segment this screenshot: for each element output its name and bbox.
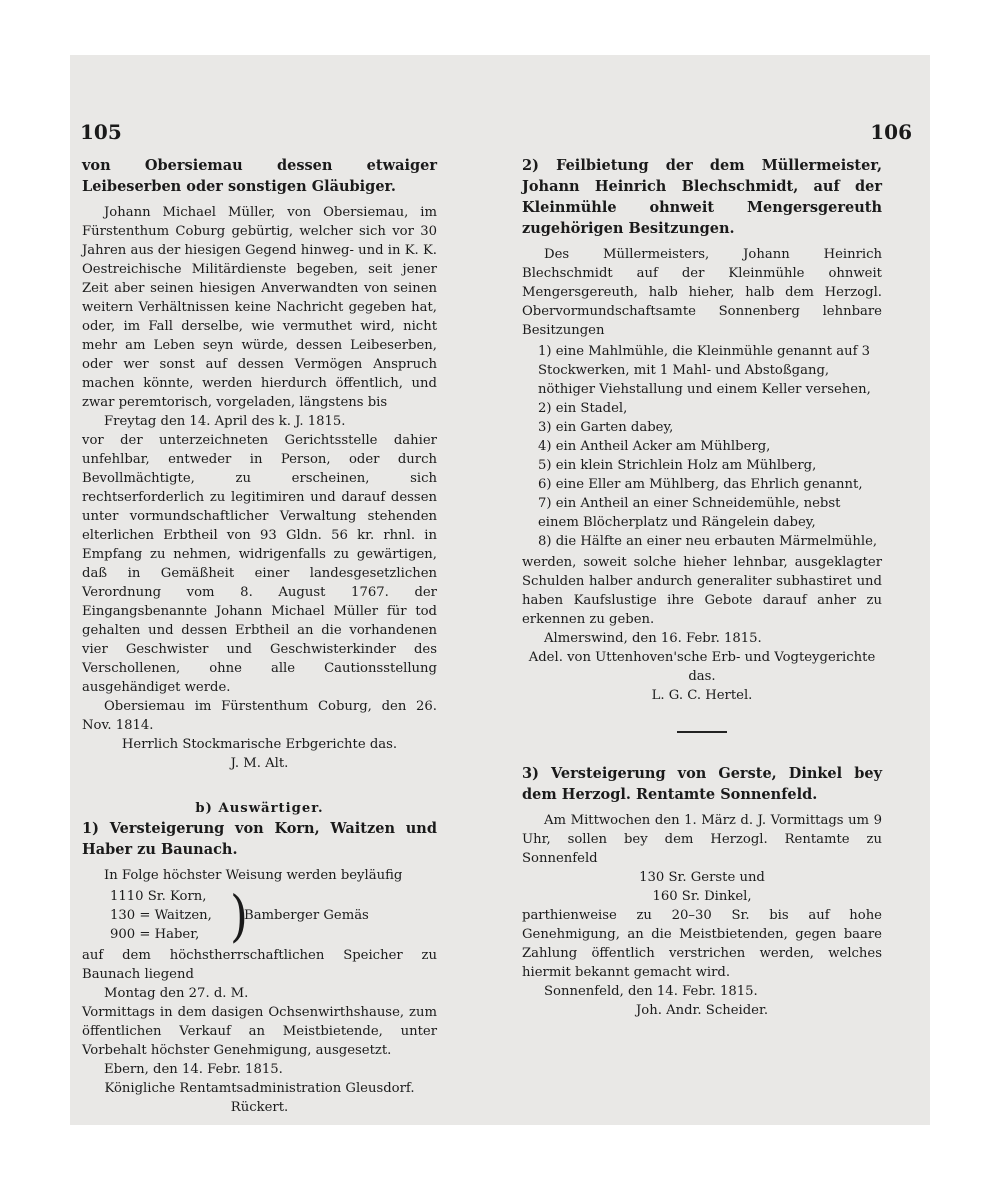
item3-intro: Am Mittwochen den 1. März d. J. Vormittags um 9 Uhr, sollen bey dem Herzogl. Rentamte zu Sonnenfeld	[522, 813, 882, 866]
item2-list	[522, 342, 882, 551]
section-divider	[677, 731, 727, 733]
list-item: 5) ein klein Strichlein Holz am Mühlberg,	[538, 458, 817, 473]
item3-goods-spelt: 160 Sr. Dinkel,	[652, 889, 752, 904]
grain-item: 1110 Sr. Korn,	[110, 889, 207, 904]
list-item: 4) ein Antheil Acker am Mühlberg,	[538, 439, 771, 454]
left-heading: von Obersiemau dessen etwaiger Leibeserben oder sonstigen Gläubiger.	[82, 157, 437, 195]
summons-body-cont: vor der unterzeichneten Gerichtsstelle dahier unfehlbar, entweder in Person, oder durch Bevollmächtigte, zu erscheinen, sich rechtserforderlich zu legitimiren und darauf dessen unter vormundschaftlicher Verwaltung stehenden elterlichen Erbtheil von 93 Gldn. 56 kr. rhnl. in Empfang zu nehmen, widrigenfalls zu gewärtigen, daß in Gemäßheit einer landesgesetzlichen Verordnung vom 8. August 1767. der Eingangsbenannte Johann Michael Müller für tod gehalten und dessen Erbtheil an die vorhandenen vier Geschwister und Geschwisterkinder des Verschollenen, ohne alle Cautionsstellung ausgehändiget werde.	[82, 433, 437, 695]
grain-measure: Bamberger Gemäs	[244, 908, 369, 923]
item2-court: Adel. von Uttenhoven'sche Erb- und Vogteygerichte das.	[528, 650, 876, 684]
list-item: 2) ein Stadel,	[538, 401, 628, 416]
grain-list	[110, 883, 437, 948]
list-item: 7) ein Antheil an einer Schneidemühle, nebst einem Blöcherplatz und Rängelein dabey,	[538, 496, 841, 530]
page-number-left: 105	[80, 120, 122, 144]
grain-item: 900 = Haber,	[110, 927, 200, 942]
list-item: 8) die Hälfte an einer neu erbauten Märmelmühle,	[538, 534, 878, 549]
grain-item: 130 = Waitzen,	[110, 908, 212, 923]
item2-signature: L. G. C. Hertel.	[651, 688, 753, 703]
list-item: 6) eine Eller am Mühlberg, das Ehrlich genannt,	[538, 477, 863, 492]
section-b-heading: b) Auswärtiger.	[195, 801, 324, 816]
page-scan	[70, 55, 930, 1125]
item2-place: Almerswind, den 16. Febr. 1815.	[544, 631, 762, 646]
left-column	[82, 155, 437, 1117]
list-item: 3) ein Garten dabey,	[538, 420, 674, 435]
item3-goods-barley: 130 Sr. Gerste und	[639, 870, 765, 885]
summons-court: Herrlich Stockmarische Erbgerichte das.	[121, 737, 398, 752]
item2-heading: 2) Feilbietung der dem Müllermeister, Johann Heinrich Blechschmidt, auf der Kleinmühle ohnweit Mengersgereuth zugehörigen Besitzungen.	[522, 157, 882, 237]
item1-place: Ebern, den 14. Febr. 1815.	[104, 1062, 283, 1077]
right-column	[522, 155, 882, 1020]
item1-signature: Rückert.	[230, 1100, 289, 1115]
summons-place-date: Obersiemau im Fürstenthum Coburg, den 26. Nov. 1814.	[82, 699, 437, 733]
item1-cont: auf dem höchstherrschaftlichen Speicher zu Baunach liegend	[82, 948, 437, 982]
summons-body: Johann Michael Müller, von Obersiemau, im Fürstenthum Coburg gebürtig, welcher sich vor 30 Jahren aus der hiesigen Gegend hinweg- und in K. K. Oestreichische Militärdienste begeben, seit jener Zeit aber seinen hiesigen Anverwandten von seinen weitern Verhältnissen keine Nachricht gegeben hat, oder, im Fall derselbe, wie vermuthet wird, nicht mehr am Leben seyn würde, dessen Leibeserben, oder wer sonst auf dessen Vermögen Anspruch machen könnte, werden hierdurch öffentlich, und zwar peremtorisch, vorgeladen, längstens bis	[82, 205, 437, 410]
item3-signature: Joh. Andr. Scheider.	[635, 1003, 769, 1018]
item2-intro: Des Müllermeisters, Johann Heinrich Blechschmidt auf der Kleinmühle ohnweit Mengersgereuth, halb hieher, halb dem Herzogl. Obervormundschaftsamte Sonnenberg lehnbare Besitzungen	[522, 247, 882, 338]
brace-glyph: )	[230, 883, 248, 948]
item1-office: Königliche Rentamtsadministration Gleusdorf.	[104, 1081, 415, 1096]
item1-date: Montag den 27. d. M.	[104, 986, 249, 1001]
item1-body: Vormittags in dem dasigen Ochsenwirthshause, zum öffentlichen Verkauf an Meistbietende, unter Vorbehalt höchster Genehmigung, ausgesetzt.	[82, 1005, 437, 1058]
item2-body: werden, soweit solche hieher lehnbar, ausgeklagter Schulden halber andurch generaliter subhastiret und haben Kaufslustige ihre Gebote darauf anher zu erkennen zu geben.	[522, 555, 882, 627]
item3-body: parthienweise zu 20–30 Sr. bis auf hohe Genehmigung, an die Meistbietenden, gegen baare Zahlung öffentlich verstrichen werden, welches hiermit bekannt gemacht wird.	[522, 908, 882, 980]
page-number-right: 106	[870, 120, 912, 144]
item3-heading: 3) Versteigerung von Gerste, Dinkel bey dem Herzogl. Rentamte Sonnenfeld.	[522, 765, 882, 803]
list-item: 1) eine Mahlmühle, die Kleinmühle genannt auf 3 Stockwerken, mit 1 Mahl- und Abstoßgang, nöthiger Viehstallung und einem Keller versehen,	[538, 344, 871, 397]
item3-place: Sonnenfeld, den 14. Febr. 1815.	[544, 984, 758, 999]
item1-intro: In Folge höchster Weisung werden beyläufig	[104, 868, 403, 883]
summons-deadline: Freytag den 14. April des k. J. 1815.	[104, 414, 346, 429]
summons-signature: J. M. Alt.	[230, 756, 289, 771]
item1-heading: 1) Versteigerung von Korn, Waitzen und Haber zu Baunach.	[82, 820, 437, 858]
